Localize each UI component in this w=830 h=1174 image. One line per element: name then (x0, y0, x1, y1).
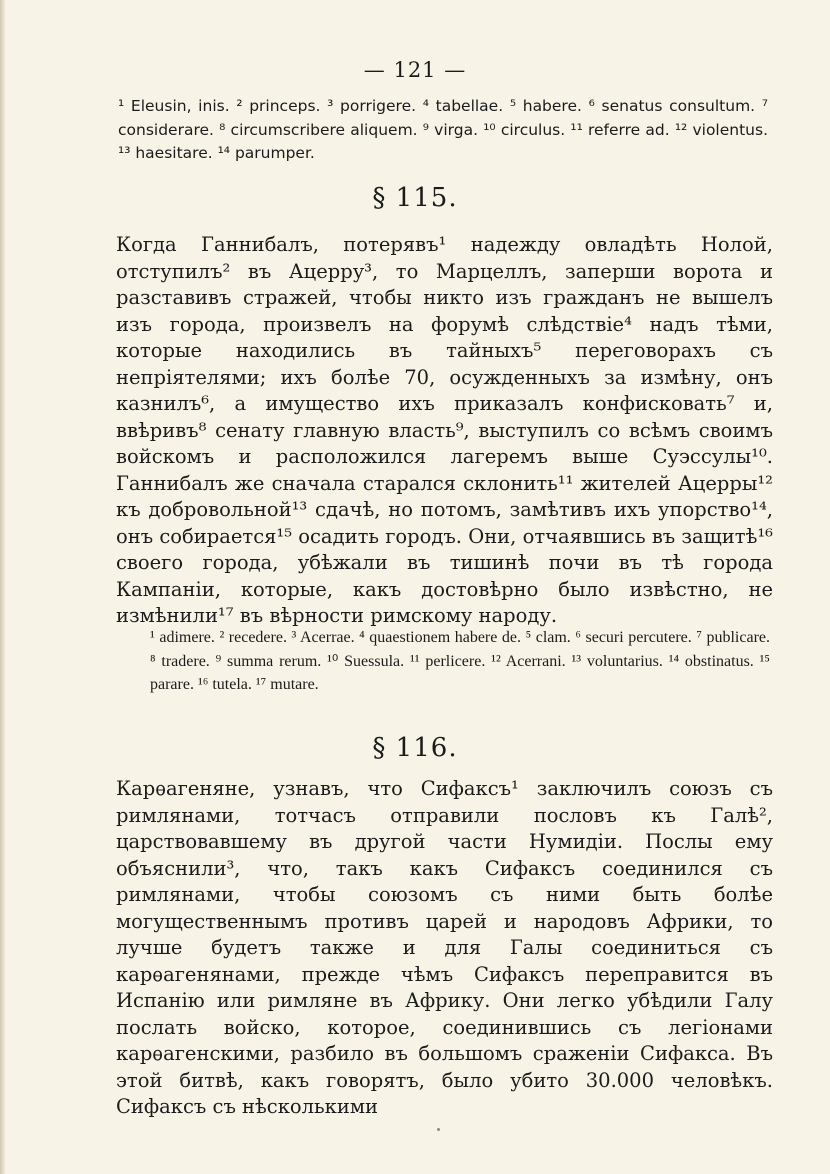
page-edge-shadow (0, 0, 6, 1174)
section-116-text (116, 776, 773, 1121)
section-115-paragraph: Когда Ганнибалъ, потерявъ¹ надежду овладѣть Нолой, отступилъ² въ Ацерру³, то Марцеллъ, заперши ворота и разставивъ стражей, чтобы никто изъ гражданъ не вышелъ изъ города, произвелъ на форумѣ слѣдствіе⁴ надъ тѣми, которые находились въ тайныхъ⁵ переговорахъ съ непріятелями; ихъ болѣе 70, осужденныхъ за измѣну, онъ казнилъ⁶, а имущество ихъ приказалъ конфисковать⁷ и, ввѣривъ⁸ сенату главную власть⁹, выступилъ со всѣмъ своимъ войскомъ и расположился лагеремъ выше Суэссулы¹⁰. Ганнибалъ же сначала старался склонить¹¹ жителей Ацерры¹² къ добровольной¹³ сдачѣ, но потомъ, замѣтивъ ихъ упорство¹⁴, онъ собирается¹⁵ осадить городъ. Они, отчаявшись въ защитѣ¹⁶ своего города, убѣжали въ тишинѣ почи въ тѣ города Кампаніи, которые, какъ достовѣрно было извѣстно, не измѣнили¹⁷ въ вѣрности римскому народу. (116, 233, 773, 627)
section-115-footnotes: ¹ adimere. ² recedere. ³ Acerrae. ⁴ quaestionem habere de. ⁵ clam. ⁶ securi percutere. ⁷ publicare. ⁸ tradere. ⁹ summa rerum. ¹⁰ Suessula. ¹¹ perlicere. ¹² Acerrani. ¹³ voluntarius. ¹⁴ obstinatus. ¹⁵ parare. ¹⁶ tutela. ¹⁷ mutare. (150, 629, 770, 693)
section-115-text (116, 232, 773, 630)
page-number: — 121 — (363, 58, 467, 82)
section-heading-115: § 115. (372, 183, 458, 213)
ink-speck (437, 1128, 440, 1131)
section-116-paragraph: Карѳагеняне, узнавъ, что Сифаксъ¹ заключилъ союзъ съ римлянами, тотчасъ отправили пословъ къ Галѣ², царствовавшему въ другой части Нумидіи. Послы ему объяснили³, что, такъ какъ Сифаксъ соединился съ римлянами, чтобы союзомъ съ ними быть болѣе могущественнымъ противъ царей и народовъ Африки, то лучше будетъ также и для Галы соединиться съ карѳагенянами, прежде чѣмъ Сифаксъ переправится въ Испанію или римляне въ Африку. Они легко убѣдили Галу послать войско, которое, соединившись съ легіонами карѳагенскими, разбило въ большомъ сраженіи Сифакса. Въ этой битвѣ, какъ говорятъ, было убито 30.000 человѣкъ. Сифаксъ съ нѣсколькими (116, 777, 773, 1118)
footnotes-top: ¹ Eleusin, inis. ² princeps. ³ porrigere. ⁴ tabellae. ⁵ habere. ⁶ senatus consultum. ⁷ considerare. ⁸ circumscribere aliquem. ⁹ virga. ¹⁰ circulus. ¹¹ referre ad. ¹² violentus. ¹³ haesitare. ¹⁴ parumper. (118, 97, 768, 162)
section-heading-116: § 116. (372, 733, 458, 763)
